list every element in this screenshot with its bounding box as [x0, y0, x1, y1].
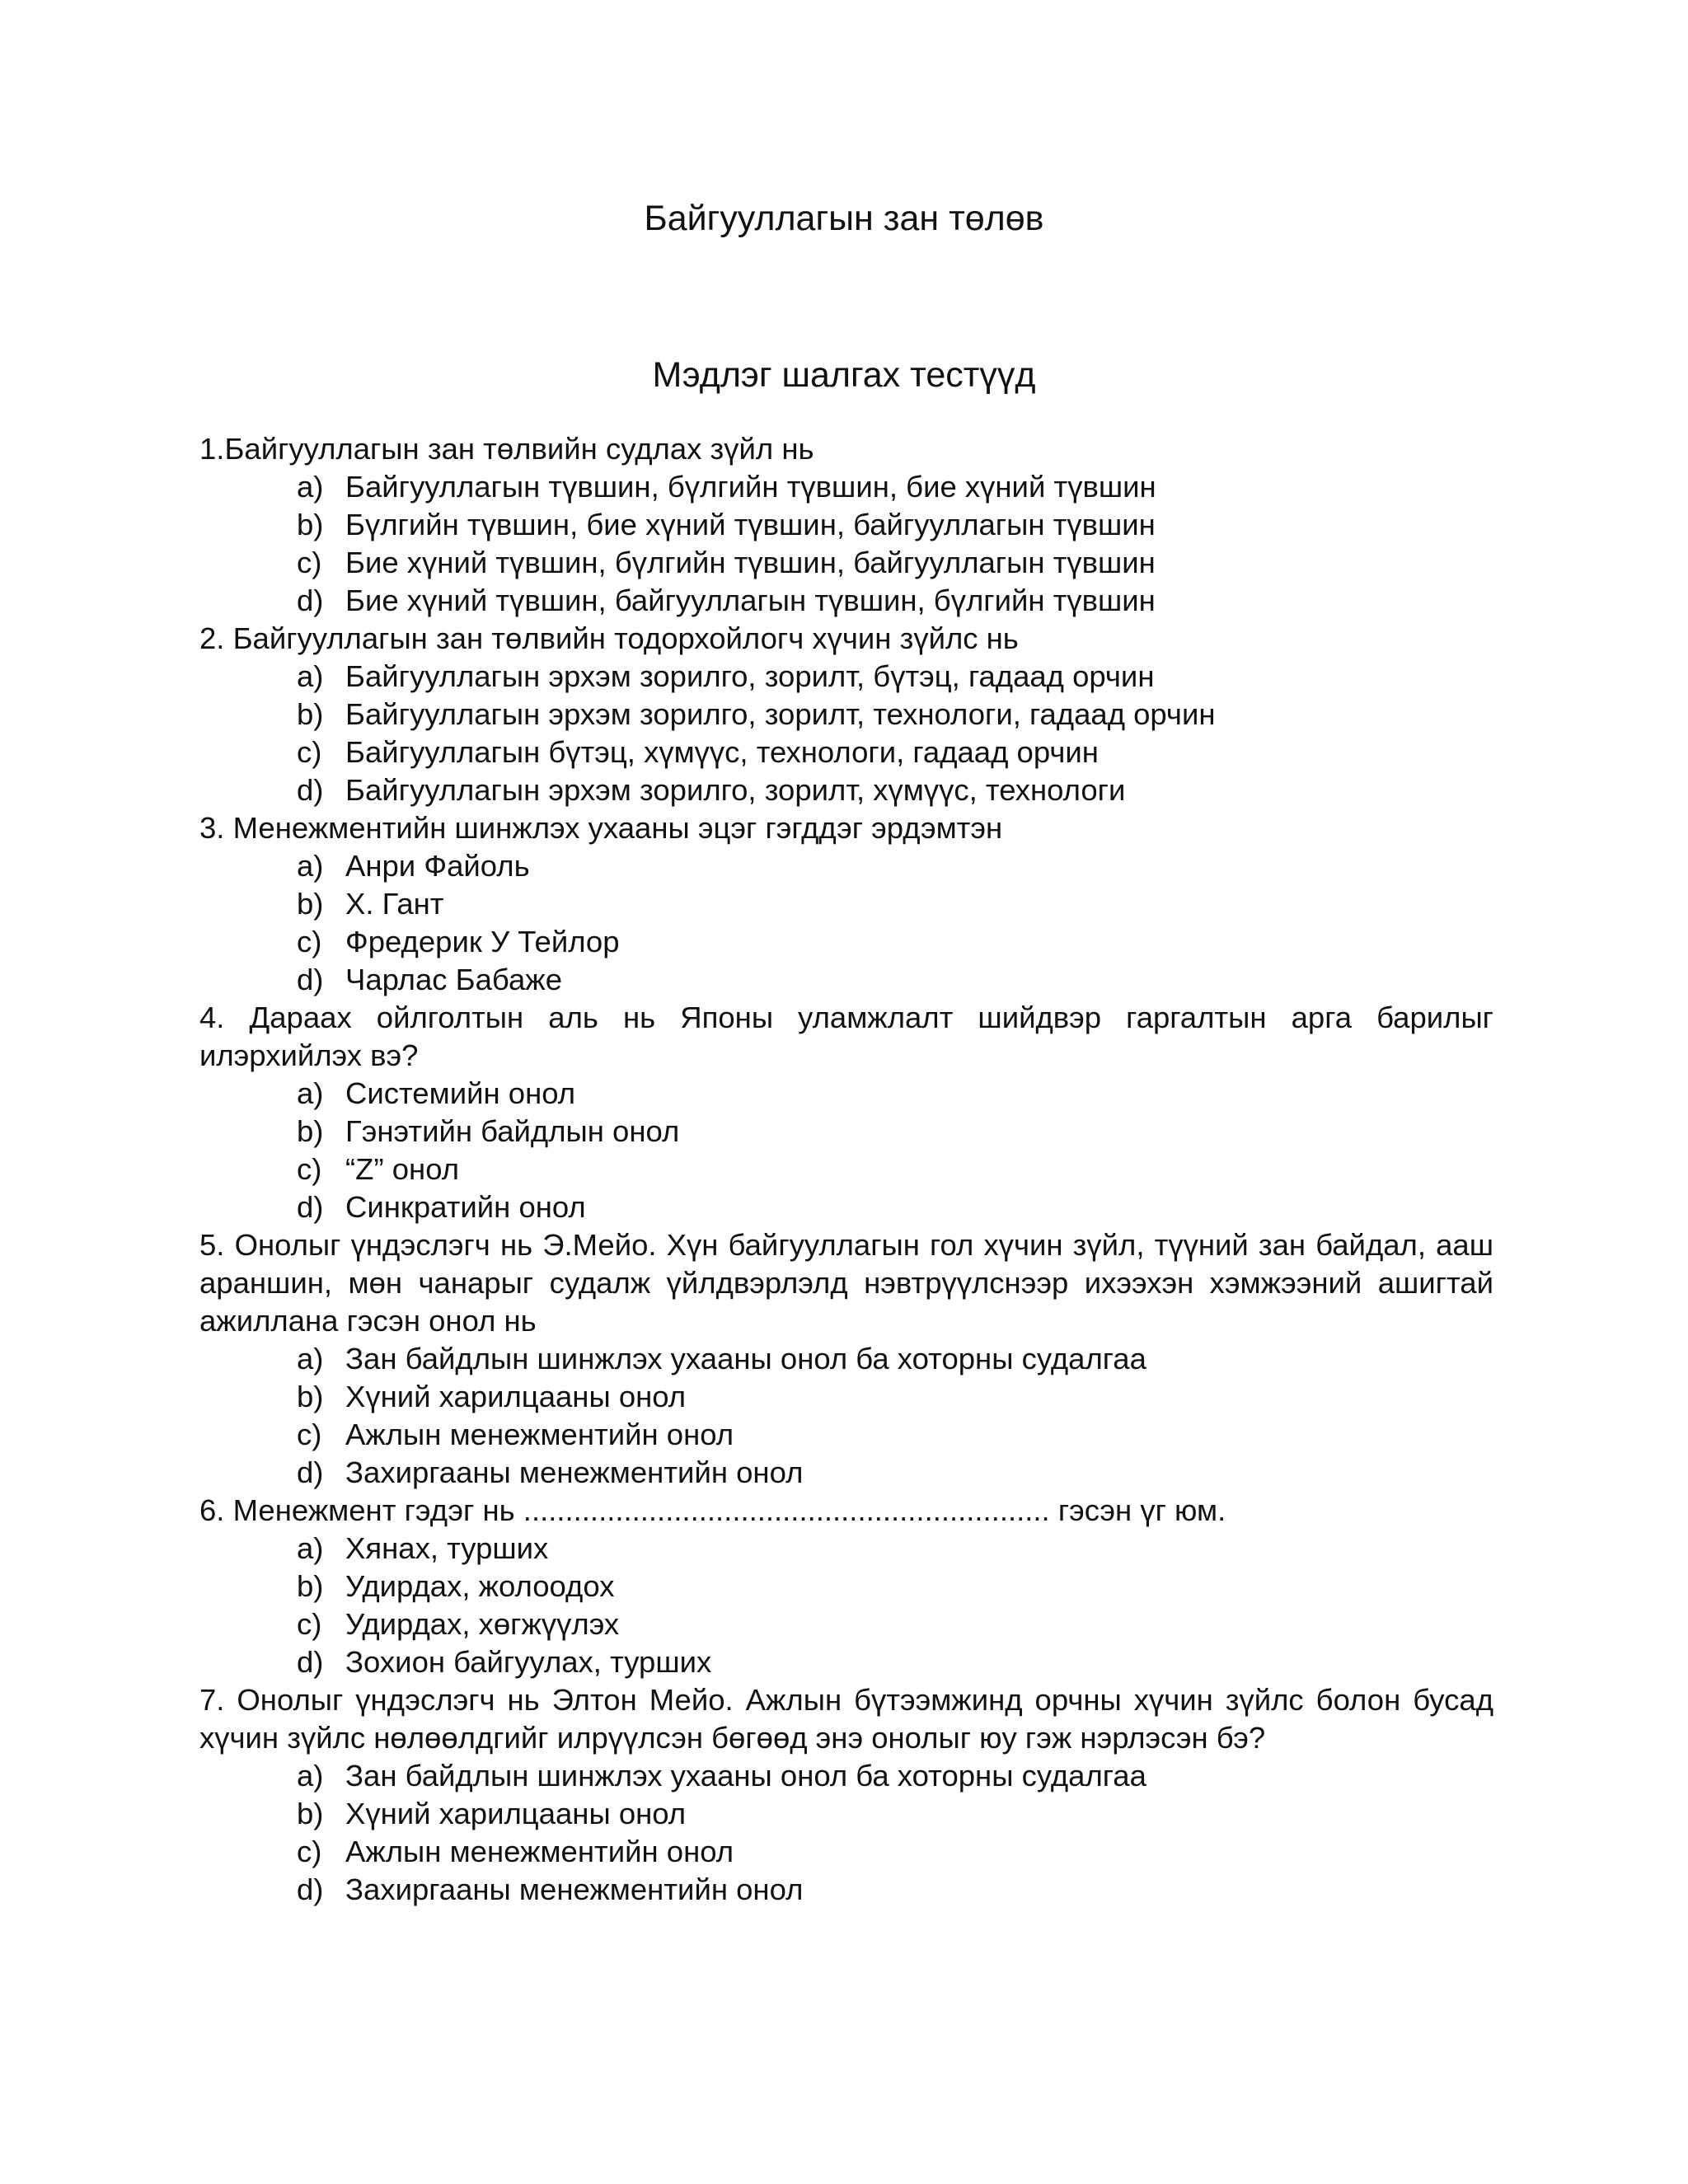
question-3	[199, 809, 1493, 999]
option-letter: b)	[297, 1380, 324, 1413]
option-letter: a)	[297, 1342, 324, 1376]
option-c	[199, 544, 1493, 582]
option-a	[199, 468, 1493, 506]
option-text: Зохион байгуулах, турших	[345, 1645, 712, 1679]
option-text: Бие хүний түвшин, байгууллагын түвшин, бүлгийн түвшин	[345, 583, 1156, 617]
question-1	[199, 430, 1493, 620]
option-letter: b)	[297, 508, 324, 541]
option-text: Байгууллагын бүтэц, хүмүүс, технологи, гадаад орчин	[345, 735, 1099, 769]
option-b	[199, 1795, 1493, 1833]
question-text: 2. Байгууллагын зан төлвийн тодорхойлогч хүчин зүйлс нь	[199, 621, 1019, 655]
question-text: 6. Менежмент гэдэг нь ............................................................... гэсэн үг юм.	[199, 1493, 1226, 1527]
option-d	[199, 771, 1493, 809]
option-letter: c)	[297, 1607, 322, 1641]
option-c	[199, 1416, 1493, 1454]
option-list	[199, 847, 1493, 999]
option-text: Ажлын менежментийн онол	[345, 1835, 734, 1868]
option-c	[199, 1605, 1493, 1643]
option-letter: c)	[297, 546, 322, 579]
option-letter: c)	[297, 1418, 322, 1451]
option-text: Гэнэтийн байдлын онол	[345, 1114, 680, 1148]
option-b	[199, 696, 1493, 733]
option-letter: a)	[297, 1759, 324, 1793]
option-text: Бие хүний түвшин, бүлгийн түвшин, байгууллагын түвшин	[345, 546, 1156, 579]
option-d	[199, 1871, 1493, 1909]
option-b	[199, 1378, 1493, 1416]
option-letter: b)	[297, 887, 324, 921]
option-b	[199, 1568, 1493, 1605]
option-text: Синкратийн онол	[345, 1190, 586, 1224]
option-text: Захиргааны менежментийн онол	[345, 1872, 804, 1906]
option-letter: b)	[297, 1797, 324, 1830]
option-c	[199, 1151, 1493, 1188]
question-7	[199, 1681, 1493, 1909]
question-text: 3. Менежментийн шинжлэх ухааны эцэг гэгддэг эрдэмтэн	[199, 811, 1003, 845]
option-b	[199, 506, 1493, 544]
option-letter: a)	[297, 659, 324, 693]
option-a	[199, 658, 1493, 696]
option-letter: b)	[297, 1114, 324, 1148]
option-letter: d)	[297, 583, 324, 617]
option-a	[199, 847, 1493, 885]
option-text: Системийн онол	[345, 1076, 576, 1110]
option-b	[199, 1113, 1493, 1151]
question-text: 5. Онолыг үндэслэгч нь Э.Мейо. Хүн байгууллагын гол хүчин зүйл, түүний зан байдал, ааш араншин, мөн чанарыг судалж үйлдвэрлэлд нэвтрүүлснээр ихээхэн хэмжээний ашигтай ажиллана гэсэн онол нь	[199, 1228, 1493, 1338]
option-letter: c)	[297, 1835, 322, 1868]
option-letter: b)	[297, 1569, 324, 1603]
document-subtitle: Мэдлэг шалгах тестүүд	[652, 355, 1036, 395]
option-letter: d)	[297, 1190, 324, 1224]
option-text: Захиргааны менежментийн онол	[345, 1455, 804, 1489]
option-letter: c)	[297, 925, 322, 958]
option-text: Зан байдлын шинжлэх ухааны онол ба хоторны судалгаа	[345, 1759, 1146, 1793]
option-list	[199, 658, 1493, 809]
option-text: Удирдах, хөгжүүлэх	[345, 1607, 620, 1641]
option-text: Чарлас Бабаже	[345, 963, 563, 996]
option-text: Анри Файоль	[345, 849, 530, 883]
option-text: Х. Гант	[345, 887, 444, 921]
option-letter: d)	[297, 1872, 324, 1906]
option-list	[199, 1075, 1493, 1226]
option-text: Хүний харилцааны онол	[345, 1797, 687, 1830]
option-letter: a)	[297, 470, 324, 504]
option-list	[199, 1757, 1493, 1909]
option-list	[199, 1530, 1493, 1681]
option-text: Бүлгийн түвшин, бие хүний түвшин, байгууллагын түвшин	[345, 508, 1156, 541]
question-4	[199, 999, 1493, 1226]
question-text: 1.Байгууллагын зан төлвийн судлах зүйл нь	[199, 432, 814, 466]
option-a	[199, 1757, 1493, 1795]
option-text: Байгууллагын эрхэм зорилго, зорилт, бүтэц, гадаад орчин	[345, 659, 1155, 693]
option-letter: c)	[297, 1152, 322, 1186]
question-text: 4. Дараах ойлголтын аль нь Японы уламжлалт шийдвэр гаргалтын арга барилыг илэрхийлэх вэ?	[199, 1001, 1493, 1072]
question-list	[199, 430, 1493, 1909]
option-letter: d)	[297, 1455, 324, 1489]
option-text: Зан байдлын шинжлэх ухааны онол ба хоторны судалгаа	[345, 1342, 1146, 1376]
option-c	[199, 923, 1493, 961]
option-b	[199, 885, 1493, 923]
option-a	[199, 1075, 1493, 1113]
option-c	[199, 733, 1493, 771]
option-text: Байгууллагын түвшин, бүлгийн түвшин, бие хүний түвшин	[345, 470, 1156, 504]
option-a	[199, 1530, 1493, 1568]
question-2	[199, 620, 1493, 809]
option-letter: a)	[297, 1076, 324, 1110]
option-text: “Z” онол	[345, 1152, 459, 1186]
option-text: Байгууллагын эрхэм зорилго, зорилт, технологи, гадаад орчин	[345, 697, 1216, 731]
option-d	[199, 1188, 1493, 1226]
option-letter: d)	[297, 1645, 324, 1679]
question-6	[199, 1492, 1493, 1681]
option-d	[199, 582, 1493, 620]
option-list	[199, 468, 1493, 620]
option-letter: c)	[297, 735, 322, 769]
question-5	[199, 1226, 1493, 1492]
option-text: Байгууллагын эрхэм зорилго, зорилт, хүмүүс, технологи	[345, 773, 1126, 807]
option-d	[199, 1643, 1493, 1681]
option-d	[199, 961, 1493, 999]
document-title: Байгууллагын зан төлөв	[644, 199, 1044, 238]
option-letter: d)	[297, 963, 324, 996]
option-text: Хянах, турших	[345, 1531, 549, 1565]
option-text: Хүний харилцааны онол	[345, 1380, 687, 1413]
option-a	[199, 1340, 1493, 1378]
option-d	[199, 1454, 1493, 1492]
option-letter: a)	[297, 1531, 324, 1565]
option-text: Ажлын менежментийн онол	[345, 1418, 734, 1451]
option-letter: d)	[297, 773, 324, 807]
option-letter: b)	[297, 697, 324, 731]
option-text: Фредерик У Тейлор	[345, 925, 620, 958]
option-c	[199, 1833, 1493, 1871]
option-letter: a)	[297, 849, 324, 883]
option-text: Удирдах, жолоодох	[345, 1569, 615, 1603]
option-list	[199, 1340, 1493, 1492]
question-text: 7. Онолыг үндэслэгч нь Элтон Мейо. Ажлын бүтээмжинд орчны хүчин зүйлс болон бусад хүчин зүйлс нөлөөлдгийг илрүүлсэн бөгөөд энэ онолыг юу гэж нэрлэсэн бэ?	[199, 1683, 1493, 1755]
